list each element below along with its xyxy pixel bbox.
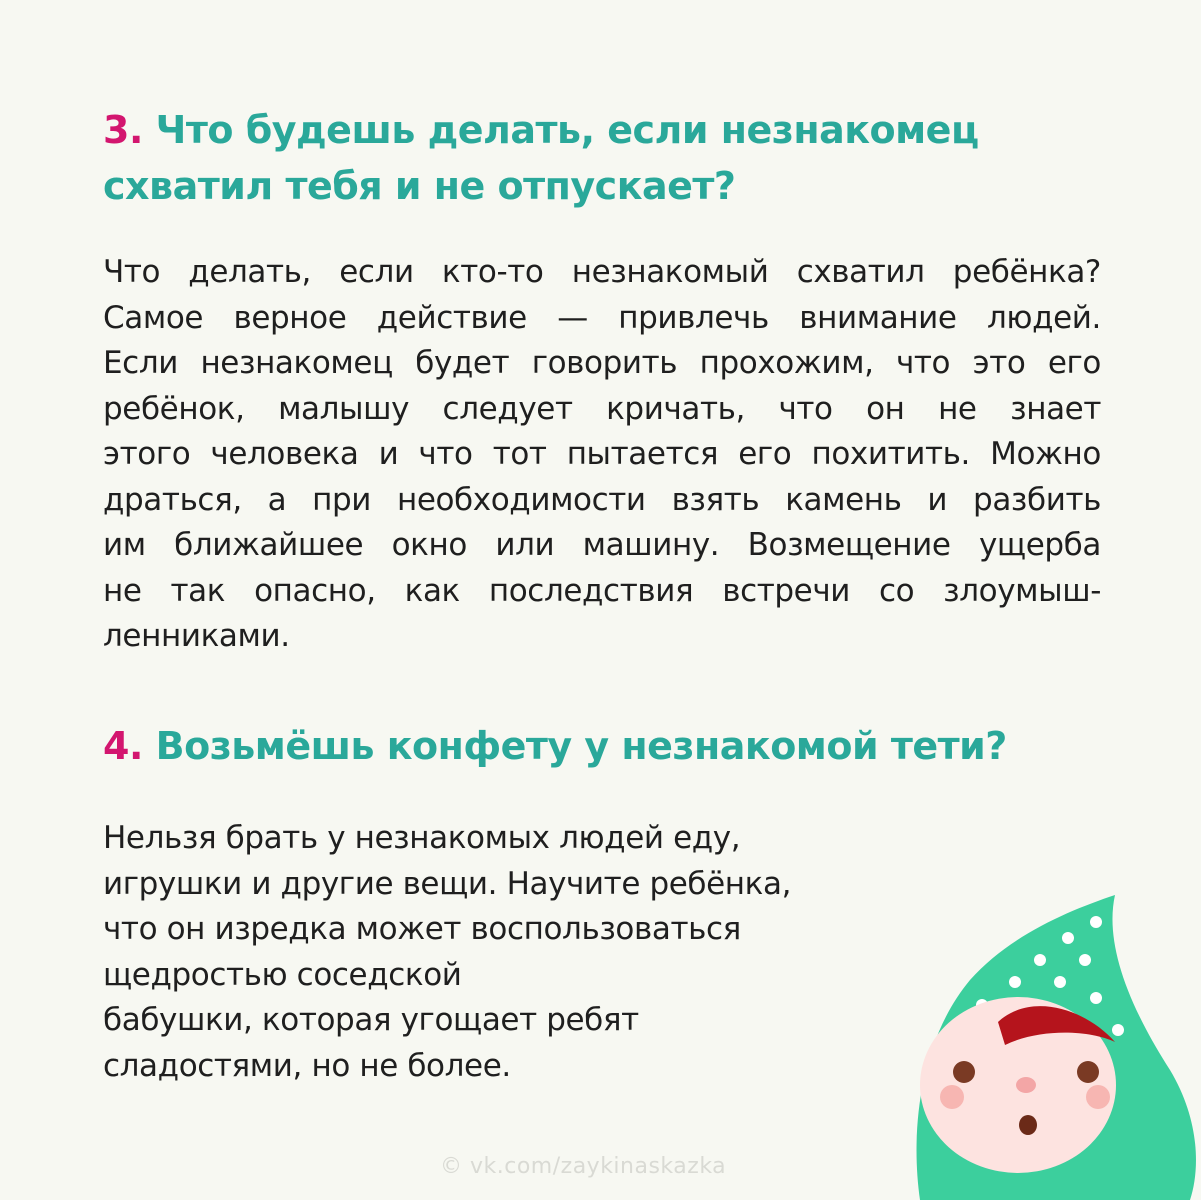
section-3-heading [103,102,1063,214]
section-4-number: 4. [103,724,143,768]
section-4-title: Возьмёшь конфету у незнакомой тети? [155,724,1007,768]
section-3-body-line: им ближайшее окно или машину. Возмещение ущерба [103,527,1101,563]
watermark: © vk.com/zaykinaskazka [440,1154,727,1179]
section-4-body [103,816,903,1089]
section-3-title-line-1: Что будешь делать, если незнакомец [155,108,979,152]
section-4-body-line: Нельзя брать у незнакомых людей еду, [103,820,741,856]
gnome-mouth [1019,1115,1037,1135]
section-3-body-line: Самое верное действие — привлечь внимание людей. [103,299,1101,336]
section-3-body-line: Что делать, если кто-то незнакомый схватил ребёнка? [103,254,1101,290]
section-3-body-line: этого человека и что тот пытается его похитить. Можно [103,436,1101,472]
section-3-body-line: Если незнакомец будет говорить прохожим, что это его [103,345,1101,381]
section-4-body-line: сладостями, но не более. [103,1047,511,1084]
section-3-title-line-2: схватил тебя и не отпускает? [103,164,736,208]
section-3-body [103,250,1101,660]
gnome-nose [1016,1077,1036,1093]
gnome-left-eye [953,1061,975,1083]
section-3-body-line: ребёнок, малышу следует кричать, что он не знает [103,390,1101,427]
section-4-body-line: бабушки, которая угощает ребят [103,1002,639,1038]
section-4-body-line: щедростью соседской [103,956,462,993]
gnome-illustration [900,880,1200,1200]
section-4-heading [103,718,1103,774]
section-3-heading-line-1 [103,102,1063,158]
section-3-body-line: не так опасно, как последствия встречи со злоумыш- [103,572,1101,609]
section-4-body-line: что он изредка может воспользоваться [103,911,741,947]
section-3-number: 3. [103,108,143,152]
gnome-right-eye [1077,1061,1099,1083]
section-3-body-line: драться, а при необходимости взять камень и разбить [103,481,1101,518]
section-4-body-line: игрушки и другие вещи. Научите ребёнка, [103,865,792,902]
section-3-body-line: ленниками. [103,618,290,654]
